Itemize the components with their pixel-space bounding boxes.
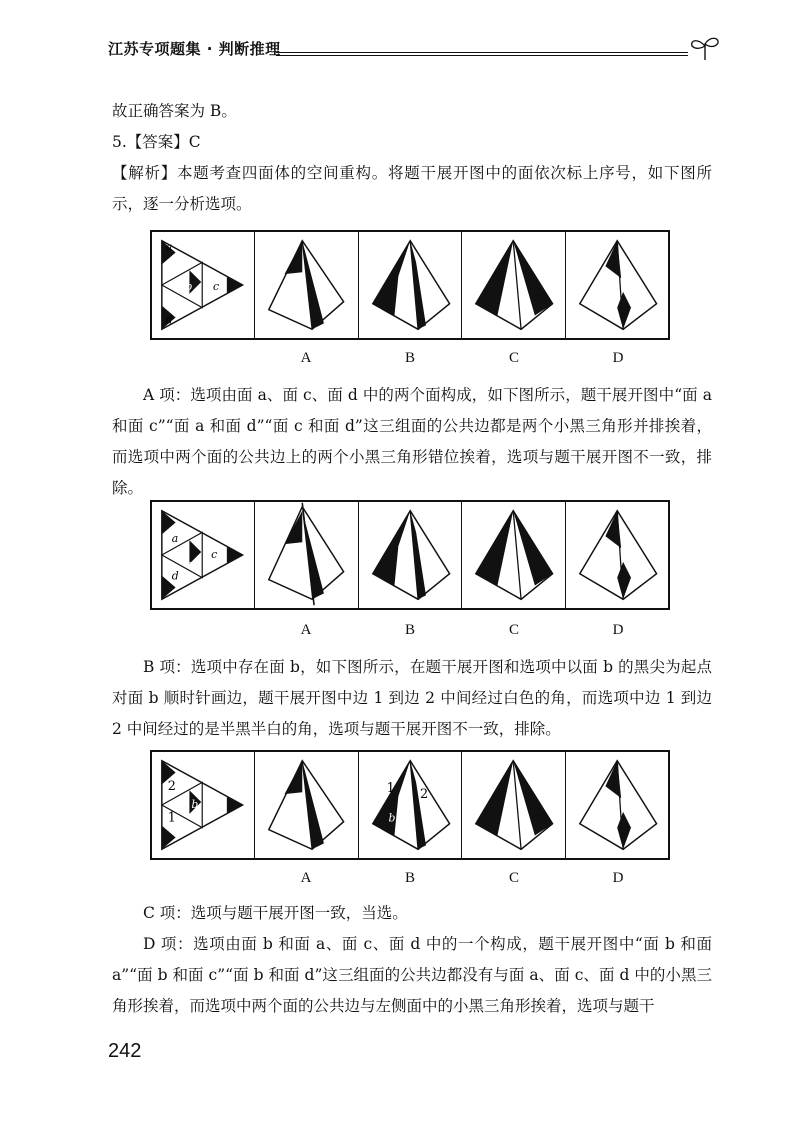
figure-1: [150, 230, 670, 340]
sprout-icon: [688, 34, 722, 62]
option-d-pyramid: [566, 502, 668, 608]
header-rule-thin: [276, 55, 688, 56]
option-c-cell: [462, 752, 565, 858]
option-label-c: C: [508, 870, 519, 886]
answer-line: 5.【答案】C: [112, 133, 201, 151]
svg-text:b: b: [185, 557, 193, 571]
svg-text:b: b: [191, 797, 199, 811]
net-cell: [152, 502, 255, 608]
net-cell: [152, 232, 255, 338]
option-b-cell: [359, 502, 462, 608]
paragraph-option-a: A 项：选项由面 a、面 c、面 d 中的两个面构成，如下图所示，题干展开图中“面 a 和面 c”“面 a 和面 d”“面 c 和面 d”这三组面的公共边都是两个小黑三角形并排挨着，而选项中两个面的公共边上的两个小黑三角形错位挨着，选项与题干展开图不一致，排除。: [112, 386, 712, 497]
header-title: 江苏专项题集 · 判断推理: [108, 40, 281, 58]
svg-text:c: c: [211, 547, 218, 561]
option-b-pyramid: [359, 752, 461, 858]
figure-2-labels: [150, 622, 670, 642]
option-label-a: A: [300, 622, 312, 638]
svg-text:b: b: [185, 279, 193, 293]
option-a-cell: [255, 502, 358, 608]
net-diagram: [152, 502, 254, 608]
option-label-a: A: [300, 350, 312, 366]
option-label-b: B: [404, 350, 415, 366]
svg-text:d: d: [165, 313, 173, 327]
edge-label-1: 1: [167, 810, 176, 826]
paragraph-option-c: C 项：选项与题干展开图一致，当选。: [143, 904, 408, 922]
option-a-pyramid: [255, 752, 357, 858]
paragraph-analysis: 【解析】本题考查四面体的空间重构。将题干展开图中的面依次标上序号，如下图所示，逐一分析选项。: [112, 164, 712, 213]
option-d-cell: [566, 502, 668, 608]
figure-3: [150, 750, 670, 860]
option-c-cell: [462, 502, 565, 608]
svg-text:a: a: [165, 240, 173, 254]
option-label-c: C: [508, 350, 519, 366]
option-d-pyramid: [566, 232, 668, 338]
running-header: [108, 34, 728, 64]
option-c-pyramid: [462, 232, 564, 338]
svg-text:c: c: [213, 279, 220, 293]
figure-2: [150, 500, 670, 610]
page-number: 242: [108, 1040, 142, 1062]
svg-text:b: b: [388, 811, 396, 825]
svg-text:2: 2: [419, 787, 429, 803]
option-label-d: D: [612, 870, 624, 886]
svg-text:d: d: [171, 569, 179, 583]
paragraph-option-b: B 项：选项中存在面 b，如下图所示，在题干展开图和选项中以面 b 的黑尖为起点对面 b 顺时针画边，题干展开图中边 1 到边 2 中间经过白色的角，而选项中边 1 到边 2 中间经过的是半黑半白的角，选项与题干展开图不一致，排除。: [112, 658, 712, 738]
option-label-b: B: [404, 870, 415, 886]
net-diagram: [152, 232, 254, 338]
svg-text:a: a: [171, 532, 179, 546]
option-b-cell: [359, 232, 462, 338]
net-cell: [152, 752, 255, 858]
option-d-cell: [566, 232, 668, 338]
figure-3-labels: [150, 870, 670, 890]
option-label-b: B: [404, 622, 415, 638]
option-c-pyramid: [462, 502, 564, 608]
figure-1-labels: [150, 350, 670, 370]
option-label-c: C: [508, 622, 519, 638]
option-a-pyramid: [255, 232, 357, 338]
option-b-pyramid: [359, 232, 461, 338]
edge-label-2: 2: [167, 779, 176, 795]
option-a-cell: [255, 232, 358, 338]
option-label-d: D: [612, 350, 624, 366]
svg-text:1: 1: [386, 781, 395, 797]
option-label-a: A: [300, 870, 312, 886]
option-c-pyramid: [462, 752, 564, 858]
paragraph-conclusion: 故正确答案为 B。: [112, 102, 237, 120]
option-d-pyramid: [566, 752, 668, 858]
option-b-cell: [359, 752, 462, 858]
paragraph-option-d: D 项：选项由面 b 和面 a、面 c、面 d 中的一个构成，题干展开图中“面 b 和面 a”“面 b 和面 c”“面 b 和面 d”这三组面的公共边都没有与面 a、面 c、面 d 中的小黑三角形挨着，而选项中两个面的公共边与左侧面中的小黑三角形挨着，选项与题干: [112, 935, 712, 1015]
header-rule: [276, 52, 688, 53]
option-d-cell: [566, 752, 668, 858]
option-a-cell: [255, 752, 358, 858]
net-diagram: [152, 752, 254, 858]
option-a-pyramid: [255, 502, 357, 608]
option-c-cell: [462, 232, 565, 338]
option-b-pyramid: [359, 502, 461, 608]
option-label-d: D: [612, 622, 624, 638]
